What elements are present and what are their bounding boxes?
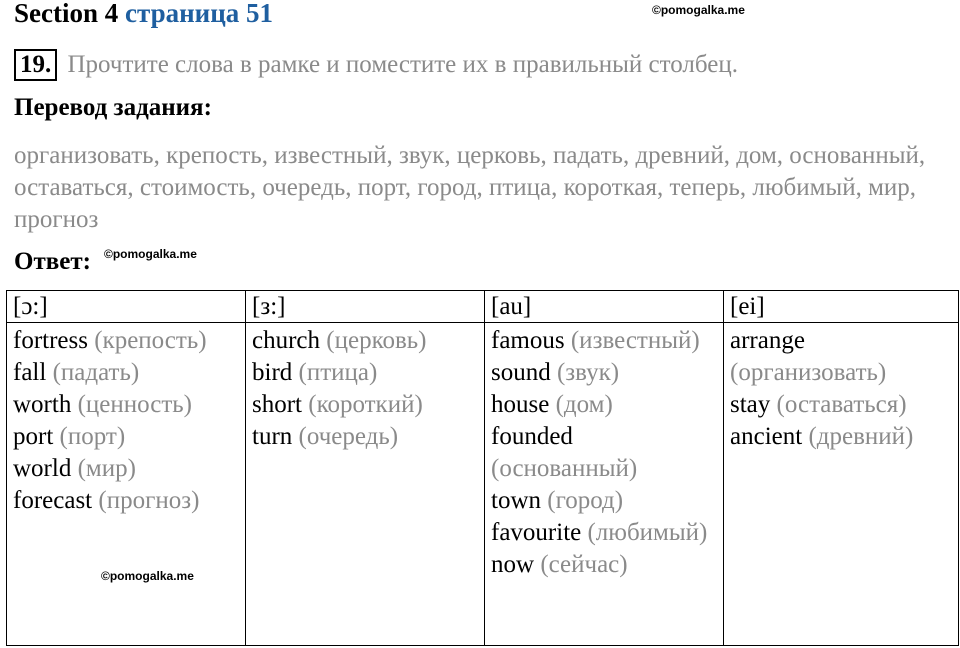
russian-translation: (организовать): [730, 359, 887, 386]
watermark-top: ©pomogalka.me: [652, 3, 745, 17]
list-item: [491, 517, 717, 549]
list-item: [13, 453, 239, 485]
english-word: port: [13, 423, 54, 450]
column-header: [ɔ:]: [7, 291, 246, 323]
russian-translation: (оставаться): [776, 391, 907, 418]
phoneme-table: [6, 290, 959, 646]
english-word: fortress: [13, 327, 88, 354]
task-number: 19.: [14, 49, 57, 81]
page-header: [14, 0, 273, 29]
english-word: sound: [491, 359, 551, 386]
english-word: house: [491, 391, 550, 418]
column-header: [ei]: [724, 291, 959, 323]
list-item: [252, 389, 478, 421]
translation-heading: Перевод задания:: [14, 94, 212, 121]
russian-translation: (короткий): [308, 391, 423, 418]
column-header: [au]: [485, 291, 724, 323]
watermark-answer: ©pomogalka.me: [104, 247, 197, 261]
russian-translation: (звук): [556, 359, 620, 386]
list-item: [13, 325, 239, 357]
list-item: [13, 421, 239, 453]
russian-translation: (древний): [808, 423, 914, 450]
list-item: [491, 389, 717, 421]
list-item: [730, 389, 952, 421]
russian-translation: (известный): [570, 327, 700, 354]
list-item: [13, 389, 239, 421]
english-word: forecast: [13, 487, 93, 514]
russian-translation: (любимый): [587, 519, 708, 546]
list-item: [13, 357, 239, 389]
english-word: founded: [491, 423, 573, 450]
list-item: [491, 325, 717, 357]
russian-translation: (город): [547, 487, 624, 514]
list-item: [252, 357, 478, 389]
column-cell: [724, 323, 959, 646]
task-instruction: [14, 49, 738, 81]
list-item: [252, 325, 478, 357]
column-cell: [7, 323, 246, 646]
english-word: world: [13, 455, 72, 482]
task-text: Прочтите слова в рамке и поместите их в правильный столбец.: [67, 51, 739, 78]
list-item: [730, 325, 952, 389]
russian-translation: (порт): [59, 423, 126, 450]
english-word: town: [491, 487, 541, 514]
english-word: stay: [730, 391, 771, 418]
russian-translation: (крепость): [94, 327, 207, 354]
russian-translation: (очередь): [298, 423, 399, 450]
russian-translation: (ценность): [77, 391, 193, 418]
russian-translation: (падать): [52, 359, 140, 386]
english-word: church: [252, 327, 321, 354]
english-word: arrange: [730, 327, 805, 354]
list-item: [491, 549, 717, 581]
english-word: short: [252, 391, 302, 418]
column-header: [з:]: [246, 291, 485, 323]
english-word: turn: [252, 423, 293, 450]
list-item: [252, 421, 478, 453]
english-word: famous: [491, 327, 565, 354]
section-title: Section 4: [14, 0, 119, 28]
watermark-table: ©pomogalka.me: [101, 569, 194, 583]
list-item: [13, 485, 239, 517]
russian-translation: (прогноз): [98, 487, 200, 514]
column-cell: [246, 323, 485, 646]
russian-translation: (сейчас): [540, 551, 628, 578]
english-word: favourite: [491, 519, 582, 546]
english-word: ancient: [730, 423, 803, 450]
russian-translation: (основанный): [491, 455, 638, 482]
column-cell: [485, 323, 724, 646]
list-item: [491, 421, 717, 485]
russian-translation: (дом): [555, 391, 613, 418]
table-header-row: [7, 291, 959, 323]
list-item: [491, 357, 717, 389]
english-word: bird: [252, 359, 293, 386]
russian-translation: (птица): [298, 359, 378, 386]
word-list: организовать, крепость, известный, звук, церковь, падать, древний, дом, основанный, оставаться, стоимость, очередь, порт, город, птица, короткая, теперь, любимый, мир, прогноз: [14, 142, 926, 233]
answer-label: Ответ:: [14, 248, 91, 275]
page-number: страница 51: [125, 0, 274, 28]
list-item: [730, 421, 952, 453]
english-word: fall: [13, 359, 47, 386]
russian-translation: (церковь): [326, 327, 427, 354]
table-row: [7, 323, 959, 646]
list-item: [491, 485, 717, 517]
russian-translation: (мир): [77, 455, 136, 482]
english-word: now: [491, 551, 535, 578]
english-word: worth: [13, 391, 72, 418]
